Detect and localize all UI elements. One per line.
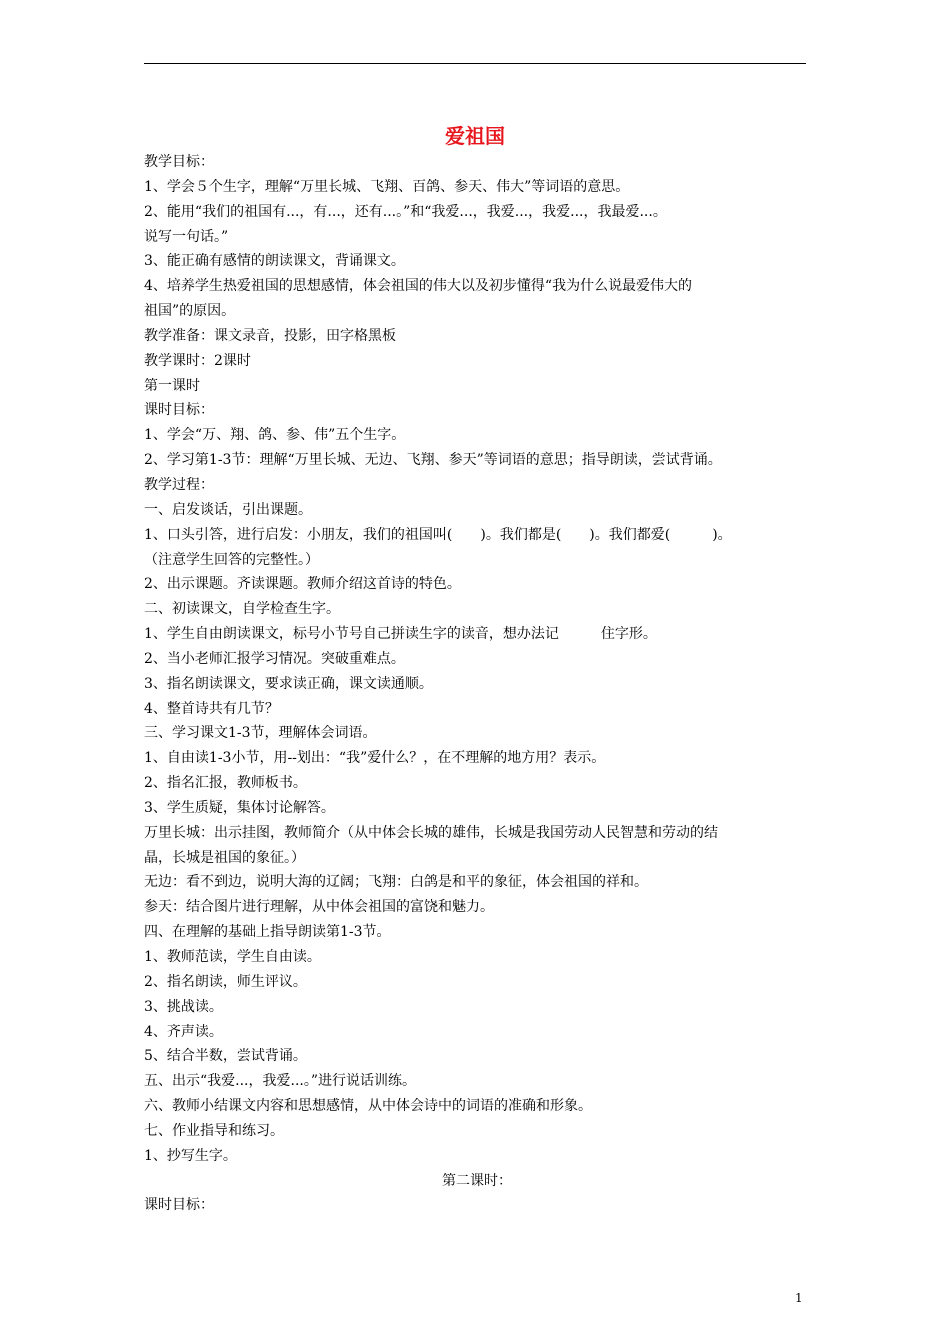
text-line: 说写一句话。” bbox=[144, 228, 229, 245]
text-line: 3、学生质疑，集体讨论解答。 bbox=[144, 799, 335, 816]
text-line: 万里长城：出示挂图，教师简介（从中体会长城的雄伟，长城是我国劳动人民智慧和劳动的结 bbox=[144, 824, 718, 841]
text-line: （注意学生回答的完整性。） bbox=[144, 551, 319, 568]
text-line: 教学课时：2课时 bbox=[144, 352, 251, 369]
text-line: 教学过程： bbox=[144, 476, 214, 493]
text-line: 4、培养学生热爱祖国的思想感情，体会祖国的伟大以及初步懂得“我为什么说最爱伟大的 bbox=[144, 278, 693, 295]
text-line: 2、当小老师汇报学习情况。突破重难点。 bbox=[144, 650, 405, 667]
text-line: 三、学习课文1-3节，理解体会词语。 bbox=[144, 725, 377, 742]
text-line: 教学目标： bbox=[144, 154, 214, 170]
text-line: 二、初读课文，自学检查生字。 bbox=[144, 601, 340, 618]
text-line: 无边：看不到边，说明大海的辽阔；飞翔：白鸽是和平的象征，体会祖国的祥和。 bbox=[144, 874, 648, 891]
text-line: 晶，长城是祖国的象征。） bbox=[144, 849, 305, 866]
text-line: 四、在理解的基础上指导朗读第1-3节。 bbox=[144, 924, 391, 941]
text-line: 4、整首诗共有几节？ bbox=[144, 700, 279, 717]
text-line: 课时目标： bbox=[144, 402, 214, 419]
text-line: 1、抄写生字。 bbox=[144, 1147, 237, 1164]
page-number: 1 bbox=[795, 1291, 803, 1305]
text-line: 七、作业指导和练习。 bbox=[144, 1122, 284, 1139]
text-line: 一、启发谈话，引出课题。 bbox=[144, 501, 312, 518]
text-line: 教学准备：课文录音，投影，田字格黑板 bbox=[144, 327, 396, 344]
text-line: 3、能正确有感情的朗读课文，背诵课文。 bbox=[144, 253, 405, 270]
text-line: 1、学生自由朗读课文，标号小节号自己拼读生字的读音，想办法记 住字形。 bbox=[144, 626, 657, 643]
text-line: 1、教师范读，学生自由读。 bbox=[144, 949, 321, 965]
text-line: 4、齐声读。 bbox=[144, 1023, 223, 1040]
text-line: 课时目标： bbox=[144, 1197, 214, 1214]
text-line: 参天：结合图片进行理解，从中体会祖国的富饶和魅力。 bbox=[144, 899, 494, 916]
text-line: 2、指名汇报，教师板书。 bbox=[144, 775, 307, 792]
document-body bbox=[144, 150, 810, 1218]
text-line: 1、自由读1-3小节，用--划出：“我”爱什么？，在不理解的地方用？表示。 bbox=[144, 750, 606, 767]
document-title: 爱祖国 bbox=[445, 124, 505, 148]
text-line: 第一课时 bbox=[144, 377, 200, 394]
header-rule bbox=[144, 63, 806, 64]
text-line: 1、口头引答，进行启发：小朋友，我们的祖国叫( )。我们都是( )。我们都爱( )。 bbox=[144, 526, 732, 543]
text-line: 2、能用“我们的祖国有...，有...，还有...。”和“我爱...，我爱...，我爱...，我最爱...。 bbox=[144, 203, 667, 220]
text-line: 2、出示课题。齐读课题。教师介绍这首诗的特色。 bbox=[144, 576, 461, 593]
text-line: 六、教师小结课文内容和思想感情，从中体会诗中的词语的准确和形象。 bbox=[144, 1098, 592, 1115]
section-heading: 第二课时： bbox=[442, 1172, 512, 1189]
text-line: 祖国”的原因。 bbox=[144, 303, 236, 320]
text-line: 五、出示“我爱...，我爱...。”进行说话训练。 bbox=[144, 1073, 417, 1090]
text-line: 3、挑战读。 bbox=[144, 998, 223, 1015]
text-line: 1、学会５个生字，理解“万里长城、飞翔、百鸽、参天、伟大”等词语的意思。 bbox=[144, 178, 630, 195]
text-line: 2、指名朗读，师生评议。 bbox=[144, 973, 307, 990]
text-line: 2、学习第1-3节：理解“万里长城、无边、飞翔、参天”等词语的意思；指导朗读，尝试背诵。 bbox=[144, 452, 722, 469]
text-line: 1、学会“万、翔、鸽、参、伟”五个生字。 bbox=[144, 427, 406, 444]
text-line: 3、指名朗读课文，要求读正确，课文读通顺。 bbox=[144, 675, 433, 692]
text-line: 5、结合半数，尝试背诵。 bbox=[144, 1048, 307, 1065]
